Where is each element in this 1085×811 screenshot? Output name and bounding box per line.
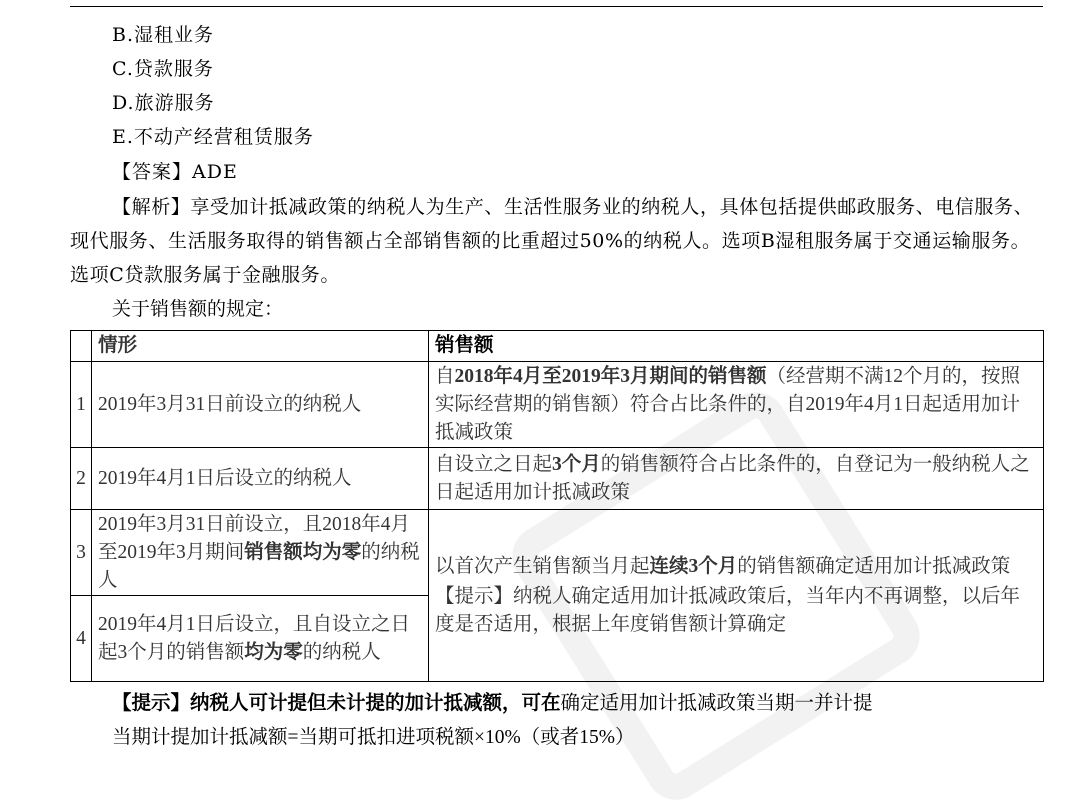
- formula-line: 当期计提加计抵减额=当期可抵扣进项税额×10%（或者15%）: [112, 727, 635, 748]
- option-d: D.旅游服务: [112, 92, 215, 114]
- table-header-row: [71, 331, 1044, 362]
- row-number: 1: [71, 362, 92, 448]
- row-sales: [429, 448, 1044, 510]
- situation-bold-text: 销售额均为零: [244, 541, 362, 563]
- footer-tip-rest: 确定适用加计抵减政策当期一并计提: [560, 693, 873, 714]
- row-situation: 2019年4月1日后设立的纳税人: [92, 448, 429, 510]
- row-number: 3: [71, 510, 92, 596]
- header-num: [71, 331, 92, 362]
- footer-tip-bold: 【提示】纳税人可计提但未计提的加计抵减额，可在: [112, 693, 561, 714]
- header-situation: 情形: [92, 331, 429, 362]
- option-e: E.不动产经营租赁服务: [112, 126, 314, 148]
- table-row: [71, 510, 1044, 596]
- row-number: 4: [71, 596, 92, 682]
- header-sales: 销售额: [429, 331, 1044, 362]
- row-situation: 2019年3月31日前设立的纳税人: [92, 362, 429, 448]
- answer-label: 【答案】: [112, 161, 193, 183]
- sales-text: 自: [435, 365, 455, 387]
- sales-text: 的销售额确定适用加计抵减政策: [737, 555, 1011, 577]
- situation-text: 2019年3月31日前设立，且2018年4月至2019年3月期间: [98, 513, 411, 563]
- situation-text: 2019年4月1日后设立，且自设立之日起3个月的销售额: [98, 613, 411, 663]
- merged-sales-cell: [429, 510, 1044, 682]
- row-number: 2: [71, 448, 92, 510]
- merged-sales-rule: [435, 553, 1037, 581]
- table-row: [71, 362, 1044, 448]
- table-row: [71, 448, 1044, 510]
- row-sales: [429, 362, 1044, 448]
- sales-bold-text: 连续3个月: [649, 555, 738, 577]
- row-situation: [92, 596, 429, 682]
- sales-bold-text: 2018年4月至2019年3月期间的销售额: [454, 365, 767, 387]
- sales-text: 自设立之日起: [435, 453, 553, 475]
- merged-sales-tip: 【提示】纳税人确定适用加计抵减政策后，当年内不再调整，以后年度是否适用，根据上年度销售额计算确定: [435, 585, 1021, 635]
- row-situation: [92, 510, 429, 596]
- analysis-text: 享受加计抵减政策的纳税人为生产、生活性服务业的纳税人，具体包括提供邮政服务、电信服务、现代服务、生活服务取得的销售额占全部销售额的比重超过50%的纳税人。选项B湿租服务属于交通运输服务。选项C贷款服务属于金融服务。: [70, 196, 1034, 286]
- analysis-label: 【解析】: [112, 196, 191, 218]
- analysis-paragraph: [70, 190, 1045, 292]
- answer-line: [112, 160, 238, 184]
- situation-bold-text: 均为零: [244, 641, 303, 663]
- footer-tip: [112, 690, 873, 718]
- table-intro: 关于销售额的规定：: [112, 299, 284, 320]
- answer-value: ADE: [192, 161, 238, 183]
- sales-bold-text: 3个月: [552, 453, 601, 475]
- situation-text: 的纳税人: [98, 541, 420, 591]
- option-b: B.湿租业务: [112, 24, 215, 46]
- sales-text: 以首次产生销售额当月起: [435, 555, 650, 577]
- option-c: C.贷款服务: [112, 58, 214, 80]
- situation-text: 的纳税人: [302, 641, 381, 663]
- sales-text: （经营期不满12个月的，按照实际经营期的销售额）符合占比条件的，自2019年4月1日起适用加计抵减政策: [435, 365, 1021, 443]
- top-rule: [70, 6, 1043, 7]
- sales-text: 的销售额符合占比条件的，自登记为一般纳税人之日起适用加计抵减政策: [435, 453, 1030, 503]
- sales-rules-table: [70, 330, 1044, 682]
